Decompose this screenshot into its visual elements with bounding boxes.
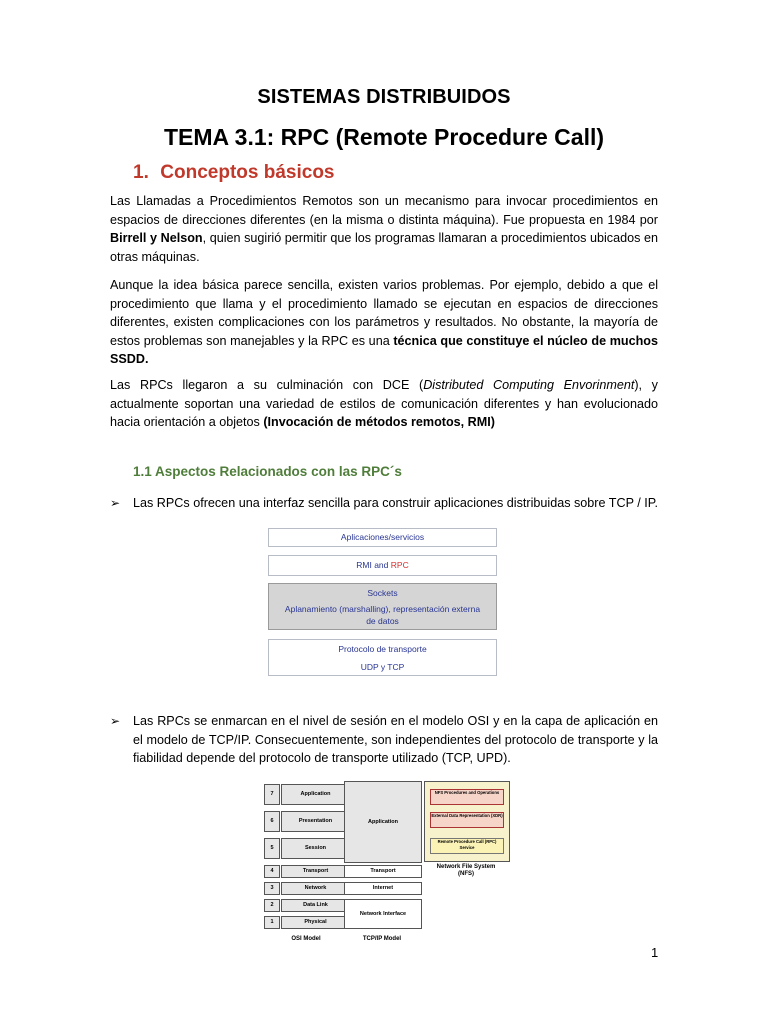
osi-layer-6-number: 6 bbox=[264, 811, 280, 832]
tcpip-model-label: TCP/IP Model bbox=[362, 936, 402, 942]
p1-authors: Birrell y Nelson bbox=[110, 231, 203, 246]
course-title: SISTEMAS DISTRIBUIDOS bbox=[257, 86, 511, 108]
tcpip-application: Application bbox=[344, 781, 422, 863]
stack-layer-applications: Aplicaciones/servicios bbox=[268, 528, 497, 547]
osi-layer-4-number: 4 bbox=[264, 865, 280, 878]
stack-sockets-line1: Aplanamiento (marshalling), representación externa bbox=[284, 604, 481, 614]
stack-layer-transport bbox=[268, 639, 497, 676]
nfs-xdr: External Data Representation (XDR) bbox=[430, 812, 504, 828]
osi-layer-1: Physical bbox=[281, 916, 350, 929]
osi-layer-1-number: 1 bbox=[264, 916, 280, 929]
bullet-arrow-icon: ➢ bbox=[110, 496, 121, 510]
p3-text-c: ), y actualmente soportan una variedad de estilos de comunicación diferentes y han evolucionado hacia orientación a objetos bbox=[110, 378, 658, 430]
stack-transport-sub: UDP y TCP bbox=[360, 662, 405, 672]
osi-layer-3-number: 3 bbox=[264, 882, 280, 895]
tcpip-network-interface: Network Interface bbox=[344, 899, 422, 929]
tcpip-transport: Transport bbox=[344, 865, 422, 878]
osi-tcpip-diagram bbox=[262, 780, 510, 950]
paragraph-3 bbox=[110, 376, 658, 432]
osi-model-label: OSI Model bbox=[291, 936, 321, 942]
paragraph-2 bbox=[110, 276, 658, 369]
stack-sockets-title: Sockets bbox=[367, 588, 398, 598]
osi-layer-7: Application bbox=[281, 784, 350, 805]
p3-dce-expansion: Distributed Computing Envorinment bbox=[423, 378, 635, 392]
bullet-item-1 bbox=[110, 494, 658, 513]
bullet-1-text: Las RPCs ofrecen una interfaz sencilla para construir aplicaciones distribuidas sobre TCP / IP. bbox=[133, 496, 659, 510]
osi-layer-5: Session bbox=[281, 838, 350, 859]
nfs-stack bbox=[424, 781, 510, 862]
p3-rmi-note: (Invocación de métodos remotos, RMI) bbox=[263, 415, 495, 430]
osi-layer-7-number: 7 bbox=[264, 784, 280, 805]
p2-text-a: Aunque la idea básica parece sencilla, existen varios problemas. Por ejemplo, debido a que el procedimiento que llama y el procedimiento llamado se ejecutan en espacios de direcciones diferentes, existen complicaciones con los parámetros y resultados. No obstante, la mayoría de estos problemas son manejables y la RPC es una bbox=[110, 278, 658, 348]
p1-text-a: Las Llamadas a Procedimientos Remotos son un mecanismo para invocar procedimientos en espacios de direcciones diferentes (en la misma o distinta máquina). Fue propuesta en 1984 por bbox=[110, 194, 658, 227]
stack-sockets-line2: de datos bbox=[366, 616, 399, 626]
stack-layer-rmi-rpc bbox=[268, 555, 497, 576]
section-number: 1. bbox=[133, 162, 149, 183]
nfs-caption bbox=[424, 864, 508, 878]
stack-layer-sockets bbox=[268, 583, 497, 630]
section-heading bbox=[133, 162, 335, 184]
nfs-caption-line2: (NFS) bbox=[458, 871, 474, 877]
tcpip-internet: Internet bbox=[344, 882, 422, 895]
stack-transport-title: Protocolo de transporte bbox=[338, 644, 427, 654]
nfs-rpc: Remote Procedure Call (RPC) Service bbox=[430, 838, 504, 854]
stack-layer-rmi-label: RMI and bbox=[356, 560, 391, 570]
osi-layer-4: Transport bbox=[281, 865, 350, 878]
osi-layer-3: Network bbox=[281, 882, 350, 895]
paragraph-1 bbox=[110, 192, 658, 266]
osi-layer-5-number: 5 bbox=[264, 838, 280, 859]
bullet-item-2 bbox=[110, 712, 658, 768]
page-number: 1 bbox=[651, 945, 659, 960]
nfs-caption-line1: Network File System bbox=[436, 864, 496, 870]
p1-text-c: , quien sugirió permitir que los programas llamaran a procedimientos ubicados en otras máquinas. bbox=[110, 231, 659, 264]
osi-layer-6: Presentation bbox=[281, 811, 350, 832]
section-title: Conceptos básicos bbox=[160, 162, 335, 183]
bullet-arrow-icon: ➢ bbox=[110, 714, 121, 728]
p3-text-a: Las RPCs llegaron a su culminación con DCE ( bbox=[110, 378, 424, 392]
subsection-heading: 1.1 Aspectos Relacionados con las RPC´s bbox=[133, 464, 402, 479]
bullet-2-text: Las RPCs se enmarcan en el nivel de sesión en el modelo OSI y en la capa de aplicación en el modelo de TCP/IP. Consecuentemente, son independientes del protocolo de transporte y la fiabilidad depende del protocolo de transporte utilizado (TCP, UPD). bbox=[133, 714, 658, 766]
p2-emphasis: técnica que constituye el núcleo de muchos SSDD. bbox=[110, 333, 658, 367]
osi-layer-2: Data Link bbox=[281, 899, 350, 912]
nfs-procedures: NFS Procedures and Operations bbox=[430, 789, 504, 805]
stack-layer-rpc-label: RPC bbox=[390, 560, 409, 570]
topic-title: TEMA 3.1: RPC (Remote Procedure Call) bbox=[163, 124, 605, 150]
osi-layer-2-number: 2 bbox=[264, 899, 280, 912]
